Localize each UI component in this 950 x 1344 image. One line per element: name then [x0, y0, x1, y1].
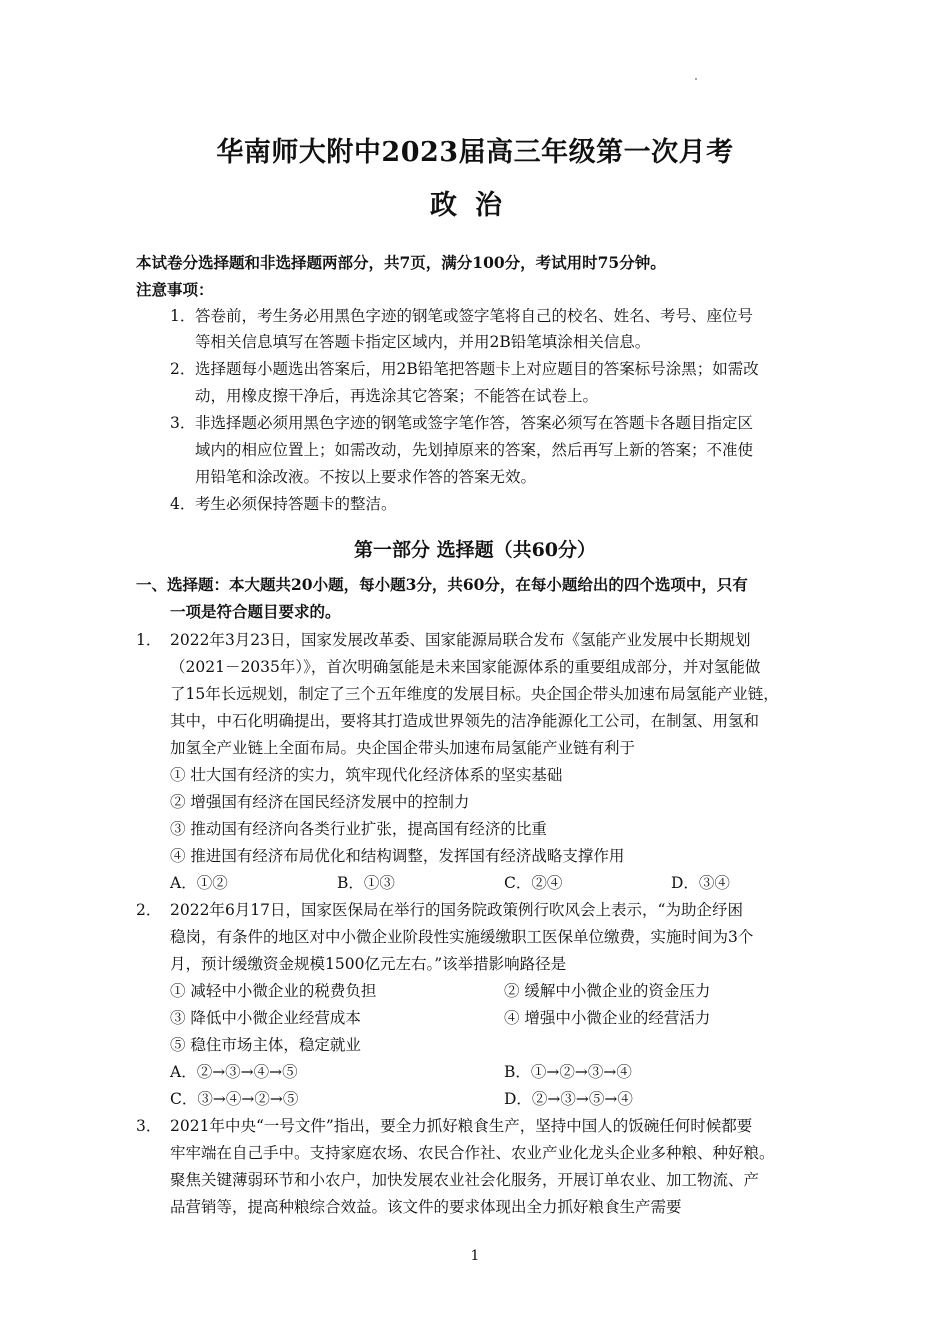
statement: ⑤ 稳住市场主体，稳定就业 [170, 1036, 361, 1054]
option-b: B．①→②→③→④ [504, 1063, 632, 1081]
question-number: 1． [136, 631, 162, 649]
question-line: 2022年3月23日，国家发展改革委、国家能源局联合发布《氢能产业发展中长期规划 [170, 631, 751, 649]
question-line: 牢牢端在自己手中。支持家庭农场、农民合作社、农业产业化龙头企业多种粮、种好粮。 [170, 1144, 775, 1162]
notice-line: 非选择题必须用黑色字迹的钢笔或签字笔作答，答案必须写在答题卡各题目指定区 [195, 414, 754, 432]
notice-num: 1． [170, 307, 196, 325]
statement: ③ 推动国有经济向各类行业扩张，提高国有经济的比重 [170, 820, 547, 838]
section-title: 第一部分 选择题（共60分） [353, 539, 597, 561]
question-number: 2． [136, 901, 162, 919]
statement: ② 缓解中小微企业的资金压力 [504, 982, 711, 1000]
notice-line: 考生必须保持答题卡的整洁。 [195, 495, 397, 513]
question-line: 聚焦关键薄弱环节和小农户，加快发展农业社会化服务，开展订单农业、加工物流、产 [170, 1171, 760, 1189]
question-line: （2021－2035年）》，首次明确氢能是未来国家能源体系的重要组成部分，并对氢能做 [170, 658, 761, 676]
notice-num: 4． [170, 495, 196, 513]
option-b: B．①③ [337, 874, 395, 892]
scan-speck [695, 78, 697, 80]
section-instruction: 一项是符合题目要求的。 [170, 602, 341, 621]
statement: ④ 增强中小微企业的经营活力 [504, 1009, 711, 1027]
notice-num: 2． [170, 360, 196, 378]
notice-line: 选择题每小题选出答案后，用2B铅笔把答题卡上对应题目的答案标号涂黑；如需改 [195, 360, 759, 378]
notice-num: 3． [170, 414, 196, 432]
exam-title: 华南师大附中2023届高三年级第一次月考 [216, 137, 734, 168]
option-d: D．②→③→⑤→④ [504, 1090, 633, 1108]
option-c: C．②④ [504, 874, 563, 892]
question-line: 加氢全产业链上全面布局。央企国企带头加速布局氢能产业链有利于 [170, 739, 636, 757]
statement: ③ 降低中小微企业经营成本 [170, 1009, 361, 1027]
question-line: 月，预计缓缴资金规模1500亿元左右。”该举措影响路径是 [170, 955, 567, 973]
notice-line: 答卷前，考生务必用黑色字迹的钢笔或签字笔将自己的校名、姓名、考号、座位号 [195, 307, 754, 325]
statement: ④ 推进国有经济布局优化和结构调整，发挥国有经济战略支撑作用 [170, 847, 625, 865]
question-line: 2022年6月17日，国家医保局在举行的国务院政策例行吹风会上表示，“为助企纾困 [170, 901, 743, 919]
question-line: 品营销等，提高种粮综合效益。该文件的要求体现出全力抓好粮食生产需要 [170, 1198, 682, 1216]
question-line: 了15年长远规划，制定了三个五年维度的发展目标。央企国企带头加速布局氢能产业链， [170, 685, 779, 703]
option-a: A．②→③→④→⑤ [170, 1063, 298, 1081]
page-number: 1 [470, 1248, 480, 1264]
statement: ① 减轻中小微企业的税费负担 [170, 982, 377, 1000]
question-number: 3． [136, 1117, 162, 1135]
subject-title: 政治 [430, 190, 520, 221]
section-instruction: 一、选择题：本大题共20小题，每小题3分，共60分，在每小题给出的四个选项中，只有 [136, 575, 748, 594]
question-line: 其中，中石化明确提出，要将其打造成世界领先的洁净能源化工公司，在制氢、用氢和 [170, 712, 760, 730]
question-line: 稳岗，有条件的地区对中小微企业阶段性实施缓缴职工医保单位缴费，实施时间为3个 [170, 928, 754, 946]
notice-line: 域内的相应位置上；如需改动，先划掉原来的答案，然后再写上新的答案；不准使 [195, 441, 754, 459]
statement: ① 壮大国有经济的实力，筑牢现代化经济体系的坚实基础 [170, 766, 563, 784]
notice-line: 用铅笔和涂改液。不按以上要求作答的答案无效。 [195, 468, 537, 486]
option-a: A．①② [170, 874, 228, 892]
question-line: 2021年中央“一号文件”指出，要全力抓好粮食生产，坚持中国人的饭碗任何时候都要 [170, 1117, 753, 1135]
notice-line: 等相关信息填写在答题卡指定区域内，并用2B铅笔填涂相关信息。 [195, 333, 651, 351]
option-c: C．③→④→②→⑤ [170, 1090, 299, 1108]
notice-heading: 注意事项： [136, 280, 214, 299]
option-d: D．③④ [671, 874, 730, 892]
statement: ② 增强国有经济在国民经济发展中的控制力 [170, 793, 470, 811]
notice-line: 动，用橡皮擦干净后，再选涂其它答案；不能答在试卷上。 [195, 387, 599, 405]
intro-text: 本试卷分选择题和非选择题两部分，共7页，满分100分，考试用时75分钟。 [136, 253, 666, 272]
